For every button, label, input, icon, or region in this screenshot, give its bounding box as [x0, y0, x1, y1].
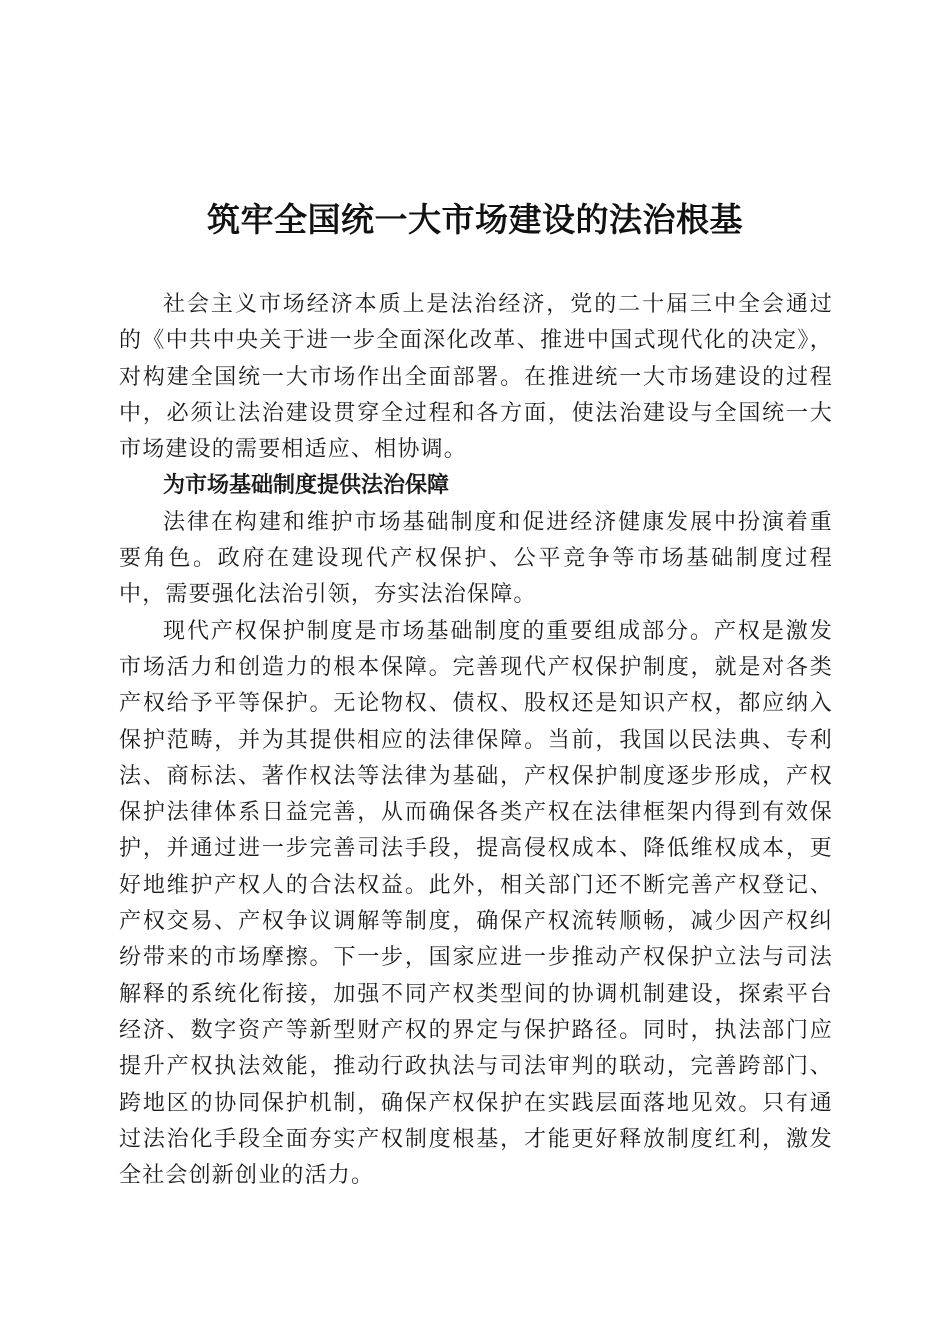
section-paragraph-1: 法律在构建和维护市场基础制度和促进经济健康发展中扮演着重要角色。政府在建设现代产权保护、公平竞争等市场基础制度过程中，需要强化法治引领，夯实法治保障。 [119, 509, 833, 608]
intro-paragraph: 社会主义市场经济本质上是法治经济，党的二十届三中全会通过的《中共中央关于进一步全面深化改革、推进中国式现代化的决定》，对构建全国统一大市场作出全面部署。在推进统一大市场建设的过程中，必须让法治建设贯穿全过程和各方面，使法治建设与全国统一大市场建设的需要相适应、相协调。 [119, 292, 833, 463]
section-heading: 为市场基础制度提供法治保障 [163, 473, 450, 499]
section-paragraph-2: 现代产权保护制度是市场基础制度的重要组成部分。产权是激发市场活力和创造力的根本保障。完善现代产权保护制度，就是对各类产权给予平等保护。无论物权、债权、股权还是知识产权，都应纳入保护范畴，并为其提供相应的法律保障。当前，我国以民法典、专利法、商标法、著作权法等法律为基础，产权保护制度逐步形成，产权保护法律体系日益完善，从而确保各类产权在法律框架内得到有效保护，并通过进一步完善司法手段，提高侵权成本、降低维权成本，更好地维护产权人的合法权益。此外，相关部门还不断完善产权登记、产权交易、产权争议调解等制度，确保产权流转顺畅，减少因产权纠纷带来的市场摩擦。下一步，国家应进一步推动产权保护立法与司法解释的系统化衔接，加强不同产权类型间的协调机制建设，探索平台经济、数字资产等新型财产权的界定与保护路径。同时，执法部门应提升产权执法效能，推动行政执法与司法审判的联动，完善跨部门、跨地区的协同保护机制，确保产权保护在实践层面落地见效。只有通过法治化手段全面夯实产权制度根基，才能更好释放制度红利，激发全社会创新创业的活力。 [119, 618, 833, 1189]
document-body [119, 287, 833, 1194]
document-title: 筑牢全国统一大市场建设的法治根基 [207, 200, 743, 239]
